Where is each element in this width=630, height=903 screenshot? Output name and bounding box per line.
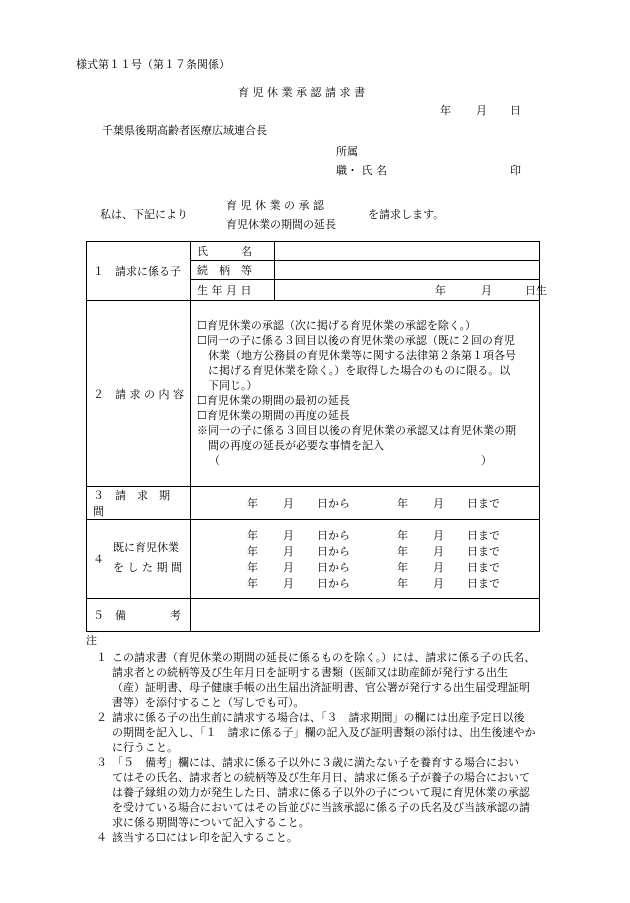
note-line: この請求書（育児休業の期間の延長に係るものを除く。）には、請求に係る子の氏名、 [112, 651, 536, 664]
content-line: に掲げる育児休業を除く。）を取得した場合のものに限る。以 [197, 363, 511, 377]
notes [86, 633, 550, 845]
date-month: 月 [476, 104, 487, 117]
request-form-table [86, 241, 547, 632]
prev-from-day: 日から [317, 561, 350, 574]
previous-leave-row[interactable] [191, 527, 539, 543]
prev-to-month: 月 [433, 545, 444, 558]
prev-from-year: 年 [247, 545, 258, 558]
section4-label-line2: を し た 期 間 [113, 561, 182, 574]
note-item [90, 755, 550, 830]
note-item [90, 830, 550, 845]
request-option-approval: 育 児 休 業 の 承 認 [226, 199, 324, 212]
prev-from-month: 月 [283, 577, 294, 590]
prev-to-month: 月 [433, 577, 444, 590]
prev-from-day: 日から [317, 577, 350, 590]
child-name-field[interactable] [275, 242, 540, 261]
note-line: に行うこと。 [112, 741, 178, 754]
note-number: ２ [96, 711, 107, 724]
prev-to-month: 月 [433, 561, 444, 574]
request-suffix: を請求します。 [368, 208, 445, 221]
prev-to-month: 月 [433, 529, 444, 542]
birth-year: 年 [435, 284, 446, 297]
note-line: 求に係る期間等について記入すること。 [112, 816, 310, 829]
request-option-extension: 育児休業の期間の延長 [226, 218, 336, 231]
content-line[interactable]: ☐育児休業の期間の最初の延長 [197, 393, 350, 407]
previous-leave-row[interactable] [191, 543, 539, 559]
period-to-year: 年 [397, 497, 408, 510]
request-content-field[interactable] [191, 301, 540, 487]
paren-close: ） [481, 453, 492, 467]
previous-leave-field[interactable] [191, 520, 540, 599]
note-number: １ [96, 651, 107, 664]
section4-number: ４ [93, 553, 104, 566]
request-prefix: 私は、下記により [100, 208, 188, 221]
notes-heading: 注 [86, 634, 97, 647]
content-line: 間の再度の延長が必要な事情を記入 [197, 438, 384, 452]
seal-mark: 印 [510, 164, 521, 177]
relationship-field[interactable] [275, 261, 540, 280]
prev-to-day: 日まで [467, 577, 500, 590]
note-line: は養子縁組の効力が発生した日、請求に係る子以外の子について現に育児休業の承認 [112, 786, 530, 799]
previous-leave-row[interactable] [191, 575, 539, 591]
request-period-field[interactable] [191, 487, 540, 520]
note-line: てはその氏名、請求者との続柄等及び生年月日、請求に係る子が養子の場合において [112, 771, 530, 784]
addressee: 千葉県後期高齢者医療広域連合長 [102, 124, 267, 137]
reason-input-row[interactable] [197, 453, 533, 470]
prev-to-year: 年 [397, 529, 408, 542]
birthdate-label: 生 年 月 日 [191, 280, 275, 301]
section4-label [87, 520, 191, 599]
note-line: （産）証明書、母子健康手帳の出生届出済証明書、官公署が発行する出生届受理証明 [112, 681, 530, 694]
page-title: 育 児 休 業 承 認 請 求 書 [238, 86, 365, 99]
prev-to-day: 日まで [467, 529, 500, 542]
prev-from-month: 月 [283, 545, 294, 558]
prev-from-year: 年 [247, 577, 258, 590]
birth-day: 日生 [525, 284, 547, 297]
child-name-label: 氏 名 [191, 242, 275, 261]
prev-from-month: 月 [283, 561, 294, 574]
prev-from-month: 月 [283, 529, 294, 542]
date-day: 日 [510, 104, 521, 117]
section2-label: ２ 請 求 の 内 容 [87, 301, 191, 487]
prev-to-year: 年 [397, 577, 408, 590]
relationship-label: 続 柄 等 [191, 261, 275, 280]
note-line: を受けている場合においてはその旨並びに当該承認に係る子の氏名及び当該承認の請 [112, 801, 530, 814]
note-number: ４ [96, 831, 107, 844]
content-line[interactable]: ☐同一の子に係る３回目以後の育児休業の承認（既に２回の育児 [197, 333, 515, 347]
section3-label: ３ 請 求 期 間 [87, 487, 191, 520]
note-item [90, 710, 550, 755]
content-line: 休業（地方公務員の育児休業等に関する法律第２条第１項各号 [197, 348, 516, 362]
content-line: ※同一の子に係る３回目以後の育児休業の承認又は育児休業の期 [197, 423, 516, 437]
paren-open: （ [209, 453, 220, 467]
note-line: の期間を記入し、「１ 請求に係る子」欄の記入及び証明書類の添付は、出生後速やか [112, 726, 536, 739]
period-from-year: 年 [247, 497, 258, 510]
note-line: 「５ 備考」欄には、請求に係る子以外に３歳に満たない子を養育する場合におい [112, 756, 519, 769]
section5-label: ５ 備 考 [87, 599, 191, 632]
note-line: 該当する☐にはレ印を記入すること。 [112, 831, 298, 844]
birthdate-field[interactable] [275, 280, 547, 301]
previous-leave-row[interactable] [191, 559, 539, 575]
position-name-label: 職・ 氏 名 [336, 164, 387, 177]
prev-from-year: 年 [247, 529, 258, 542]
section4-label-line1: 既に育児休業 [113, 541, 179, 554]
date-year: 年 [440, 104, 451, 117]
affiliation-label: 所属 [336, 145, 358, 158]
content-line: 下同じ。） [197, 378, 258, 392]
period-to-month: 月 [433, 497, 444, 510]
content-line[interactable]: ☐育児休業の期間の再度の延長 [197, 408, 350, 422]
content-line[interactable]: ☐育児休業の承認（次に掲げる育児休業の承認を除く。） [197, 318, 477, 332]
prev-to-year: 年 [397, 561, 408, 574]
section1-label: １ 請求に係る子 [87, 242, 191, 301]
note-line: 書等）を添付すること（写しでも可）。 [112, 696, 305, 709]
prev-to-day: 日まで [467, 561, 500, 574]
prev-to-year: 年 [397, 545, 408, 558]
note-number: ３ [96, 756, 107, 769]
remarks-field[interactable] [191, 599, 540, 632]
prev-from-day: 日から [317, 545, 350, 558]
prev-from-year: 年 [247, 561, 258, 574]
period-to-day: 日まで [467, 497, 500, 510]
note-line: 請求者との続柄等及び生年月日を証明する書類（医師又は助産師が発行する出生 [112, 666, 508, 679]
prev-to-day: 日まで [467, 545, 500, 558]
period-from-month: 月 [283, 497, 294, 510]
note-item [90, 650, 550, 710]
prev-from-day: 日から [317, 529, 350, 542]
period-from-day: 日から [317, 497, 350, 510]
birth-month: 月 [481, 284, 492, 297]
note-line: 請求に係る子の出生前に請求する場合は、「３ 請求期間」の欄には出産予定日以後 [112, 711, 525, 724]
form-number: 様式第１１号（第１７条関係） [76, 58, 230, 71]
